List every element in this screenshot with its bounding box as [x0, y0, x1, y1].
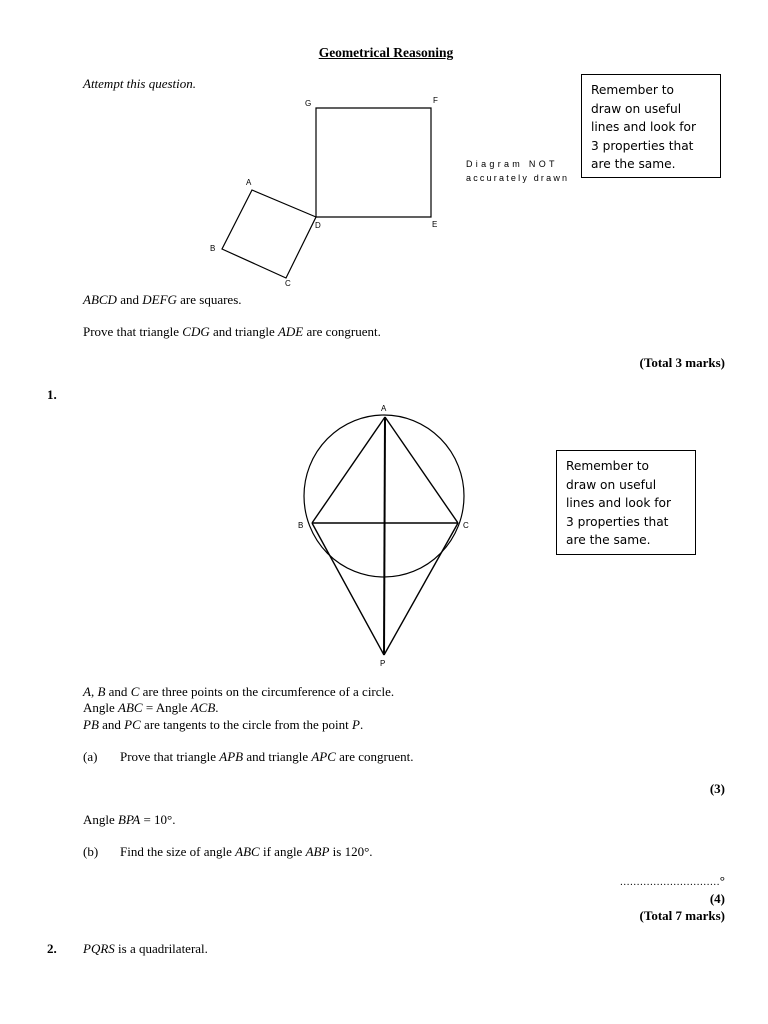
reminder-box-2	[556, 450, 696, 555]
reminder-line: lines and look for	[566, 496, 672, 510]
squares-statement: ABCD and DEFG are squares.	[83, 292, 242, 307]
question-number-2: 2.	[47, 941, 57, 956]
label-b: B	[298, 521, 304, 530]
reminder-line: Remember to	[566, 459, 650, 473]
prove-congruent-statement: Prove that triangle CDG and triangle ADE are congruent.	[83, 324, 381, 339]
part-a-label: (a)	[83, 749, 98, 764]
reminder-line: 3 properties that	[566, 514, 669, 529]
squares-diagram	[0, 0, 768, 300]
part-a-marks: (3)	[709, 781, 725, 796]
total-marks-q0: (Total 3 marks)	[639, 355, 725, 370]
label-a: A	[246, 178, 252, 187]
degree-symbol: °	[719, 873, 725, 888]
reminder-line: lines and look for	[591, 120, 697, 134]
reminder-line: draw on useful	[566, 477, 657, 492]
tangent-pc	[384, 523, 458, 655]
part-b-label: (b)	[83, 844, 99, 859]
points-statement: A, B and C are three points on the circumference of a circle.	[83, 684, 395, 699]
angle-equality-statement: Angle ABC = Angle ACB.	[83, 700, 219, 715]
answer-line[interactable]: …………………………°	[619, 873, 725, 888]
reminder-line: draw on useful	[591, 101, 682, 116]
question-2-text: PQRS is a quadrilateral.	[83, 941, 208, 956]
line-ac	[385, 417, 458, 523]
label-g: G	[305, 99, 312, 108]
label-p: P	[380, 659, 386, 668]
part-b-text: Find the size of angle ABC if angle ABP is 120°.	[120, 844, 373, 859]
label-c: C	[285, 279, 291, 288]
square-defg	[316, 108, 431, 217]
question-number-1: 1.	[47, 387, 57, 402]
label-a: A	[381, 404, 387, 413]
total-marks-q1: (Total 7 marks)	[639, 908, 725, 923]
line-ab	[312, 417, 385, 523]
diagram-note-2: accurately drawn	[466, 173, 570, 183]
tangents-statement: PB and PC are tangents to the circle from the point P.	[83, 717, 364, 732]
intro-text: Attempt this question.	[83, 76, 197, 91]
label-f: F	[433, 96, 438, 105]
reminder-line: are the same.	[591, 157, 676, 171]
reminder-line: Remember to	[591, 83, 675, 97]
diagram-note-1: Diagram NOT	[466, 159, 558, 169]
part-b-marks: (4)	[709, 891, 725, 906]
page-title: Geometrical Reasoning	[318, 45, 454, 60]
part-a-text: Prove that triangle APB and triangle APC are congruent.	[120, 749, 414, 764]
label-e: E	[432, 220, 438, 229]
reminder-line: 3 properties that	[591, 138, 694, 153]
square-abcd	[222, 190, 316, 278]
label-d: D	[315, 221, 321, 230]
tangent-pb	[312, 523, 384, 655]
angle-bpa-statement: Angle BPA = 10°.	[83, 812, 176, 827]
line-ap	[384, 417, 385, 655]
label-c: C	[463, 521, 469, 530]
reminder-line: are the same.	[566, 533, 651, 547]
label-b: B	[210, 244, 216, 253]
